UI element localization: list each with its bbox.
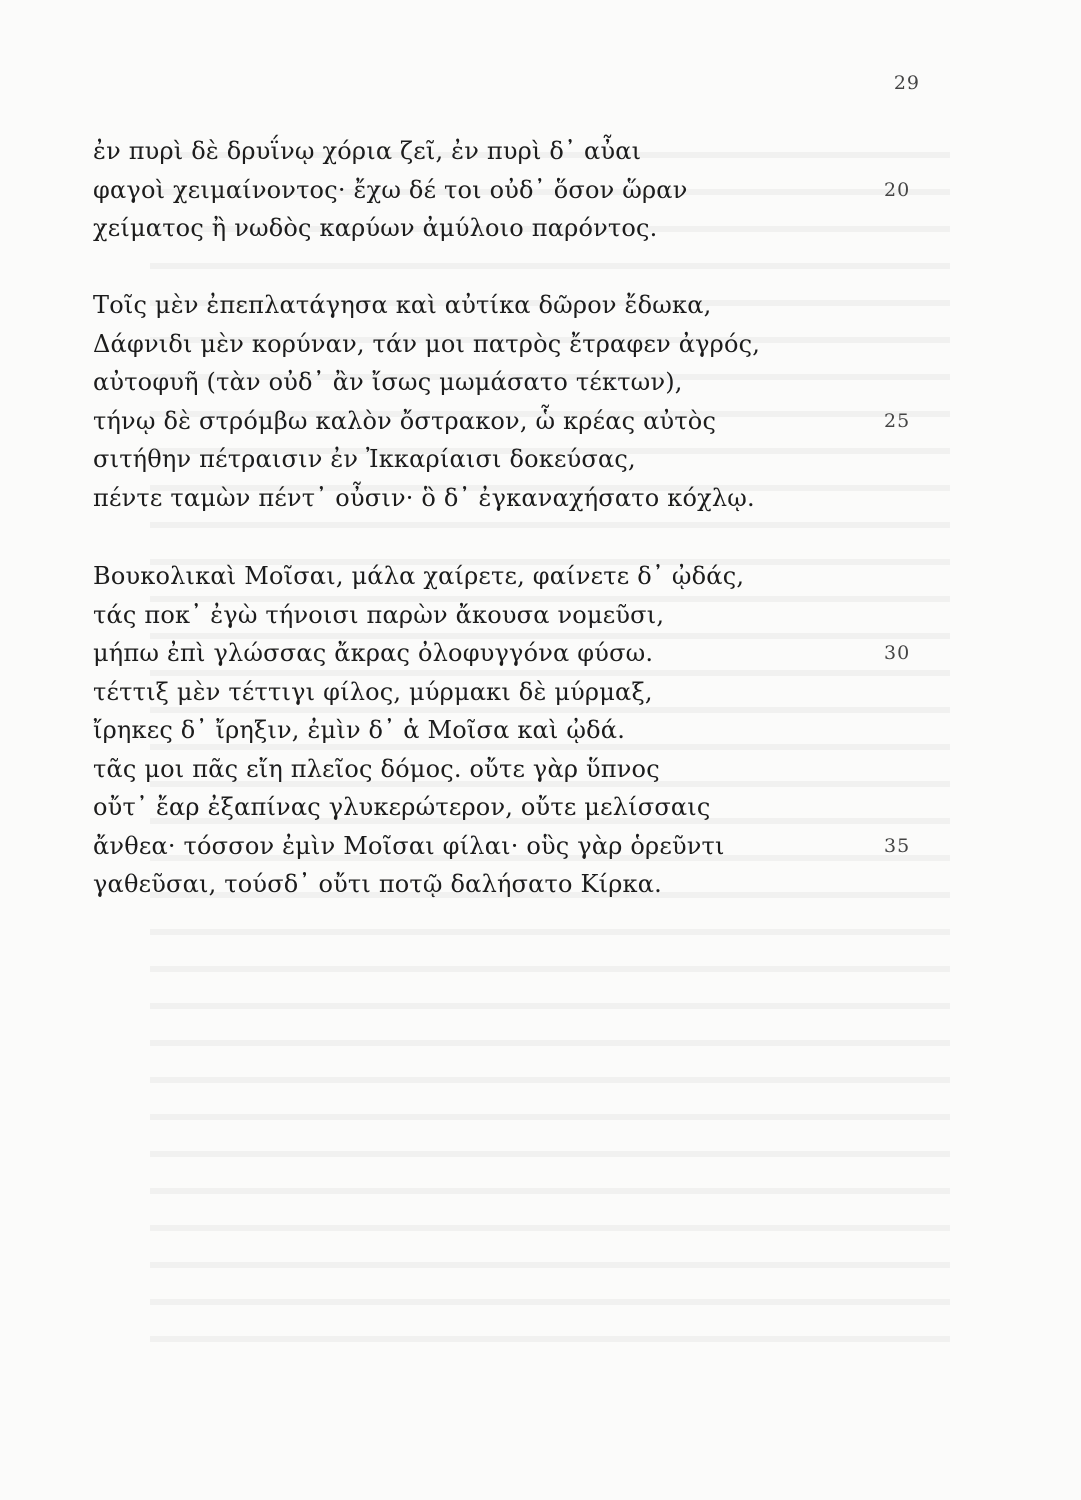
verse-text: Δάφνιδι μὲν κορύναν, τάν μοι πατρὸς ἔτραφεν ἀγρός,	[93, 329, 761, 358]
verse-line	[93, 402, 911, 441]
line-number: 35	[884, 834, 911, 857]
verse-line	[93, 286, 853, 325]
line-number: 25	[884, 409, 911, 432]
verse-text: Τοῖς μὲν ἐπεπλατάγησα καὶ αὐτίκα δῶρον ἔδωκα,	[93, 291, 712, 319]
line-number: 20	[884, 178, 911, 201]
verse-text: ἐν πυρὶ δὲ δρυΐνῳ χόρια ζεῖ, ἐν πυρὶ δ᾽ αὖαι	[93, 137, 642, 165]
page-number: 29	[893, 72, 920, 94]
stanza	[93, 132, 911, 248]
verse-text: ἴρηκες δ᾽ ἴρηξιν, ἐμὶν δ᾽ ἁ Μοῖσα καὶ ᾠδά.	[93, 716, 626, 744]
verse-line	[93, 750, 853, 789]
verse-text: πέντε ταμὼν πέντ᾽ οὖσιν· ὃ δ᾽ ἐγκαναχήσατο κόχλῳ.	[93, 483, 755, 512]
verse-line	[93, 673, 853, 712]
verse-line	[93, 596, 853, 635]
stanza	[93, 557, 911, 904]
stanza	[93, 286, 911, 517]
verse-text: φαγοὶ χειμαίνοντος· ἔχω δέ τοι οὐδ᾽ ὅσον ὥραν	[93, 175, 688, 204]
verse-line	[93, 132, 853, 171]
verse-line	[93, 209, 853, 248]
verse-line	[93, 171, 911, 210]
verse-text: χείματος ἢ νωδὸς καρύων ἀμύλοιο παρόντος.	[93, 214, 658, 242]
verse-text: οὔτ᾽ ἔαρ ἐξαπίνας γλυκερώτερον, οὔτε μελίσσαις	[93, 793, 711, 821]
verse-text: τᾶς μοι πᾶς εἴη πλεῖος δόμος. οὔτε γὰρ ὕπνος	[93, 754, 660, 783]
verse-text: τάς ποκ᾽ ἐγὼ τήνοισι παρὼν ἄκουσα νομεῦσι,	[93, 600, 665, 629]
verse-text: τήνῳ δὲ στρόμβω καλὸν ὄστρακον, ὧ κρέας αὐτὸς	[93, 406, 717, 435]
verse-line	[93, 557, 853, 596]
verse-line	[93, 634, 911, 673]
line-number: 30	[884, 642, 911, 664]
verse-line	[93, 711, 853, 750]
verse-text: αὐτοφυῆ (τὰν οὐδ᾽ ἂν ἴσως μωμάσατο τέκτων),	[93, 368, 683, 396]
verse-line	[93, 479, 853, 518]
verse-text: τέττιξ μὲν τέττιγι φίλος, μύρμακι δὲ μύρμαξ,	[93, 677, 653, 706]
verse-text: γαθεῦσαι, τούσδ᾽ οὔτι ποτῷ δαλήσατο Κίρκα.	[93, 870, 662, 898]
verse-line	[93, 325, 853, 364]
verse-line	[93, 440, 853, 479]
verse-line	[93, 865, 853, 904]
verse-text: ἄνθεα· τόσσον ἐμὶν Μοῖσαι φίλαι· οὓς γὰρ ὁρεῦντι	[93, 831, 725, 860]
verse-line	[93, 827, 911, 866]
verse-text: μήπω ἐπὶ γλώσσας ἄκρας ὀλοφυγγόνα φύσω.	[93, 639, 654, 667]
verse-line	[93, 363, 853, 402]
verse-text: Βουκολικαὶ Μοῖσαι, μάλα χαίρετε, φαίνετε δ᾽ ᾠδάς,	[93, 562, 745, 590]
verse-line	[93, 788, 853, 827]
verse-text: σιτήθην πέτραισιν ἐν Ἰκκαρίαισι δοκεύσας,	[93, 445, 636, 473]
